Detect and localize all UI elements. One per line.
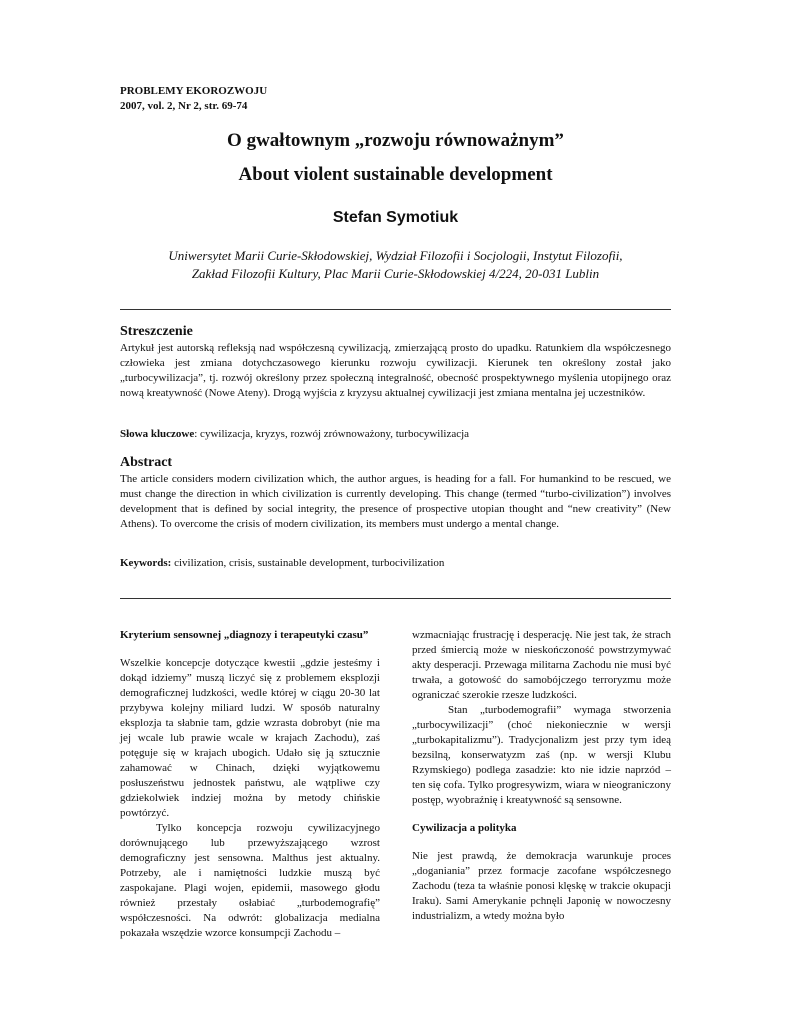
divider-bottom bbox=[120, 598, 671, 599]
paragraph: Tylko koncepcja rozwoju cywilizacyjnego dorównującego lub przewyższającego wzrost demograficzny jest sensowna. Malthus jest aktualny. Potrzeby, ale i namiętności ludzkie muszą być zaspokajane. Plagi wojen, epidemii, masowego głodu również przestały osłabiać „turbodemografię” współczesności. Na odwrót: globalizacja medialna pokazała wszędzie wzorce konsumpcji Zachodu – bbox=[120, 822, 380, 939]
slowa-kluczowe bbox=[120, 427, 671, 442]
slowa-kluczowe-label: Słowa kluczowe bbox=[120, 428, 195, 440]
streszczenie-text: Artykuł jest autorską refleksją nad współczesną cywilizacją, zmierzającą prosto do upadku. Ratunkiem dla współczesnego człowieka jest zmiana dotychczasowego kierunku rozwoju cywilizacji. Kierunek ten określony został jako „turbocywilizacja”, tj. rozwój określony przez społeczną integralność, obecność prospektywnego myślenia utopijnego oraz nową kreatywność (Nowe Ateny). Drogą wyjścia z kryzysu aktualnej cywilizacji jest zmiana mentalna jej uczestników. bbox=[120, 342, 671, 399]
journal-issue: 2007, vol. 2, Nr 2, str. 69-74 bbox=[120, 100, 248, 112]
affiliation-line-1: Uniwersytet Marii Curie-Skłodowskiej, Wydział Filozofii i Socjologii, Instytut Filozofii, bbox=[168, 248, 623, 263]
right-column bbox=[412, 628, 671, 924]
affiliation-line-2: Zakład Filozofii Kultury, Plac Marii Curie-Skłodowskiej 4/224, 20-031 Lublin bbox=[191, 266, 600, 281]
keywords-values: civilization, crisis, sustainable development, turbocivilization bbox=[171, 557, 445, 569]
paragraph: Stan „turbodemografii” wymaga stworzenia „turbocywilizacji” (choć niekoniecznie w wersji „turbokapitalizmu”). Tradycjonalizm jest przy tym ideą bezsilną, konserwatyzm zaś (np. w wersji Klubu Rzymskiego) podlega zasadzie: kto nie idzie naprzód – ten się cofa. Tylko progresywizm, wiara w nieograniczony postęp, wyobraźnię i kreatywność są sensowne. bbox=[412, 704, 671, 806]
abstract-heading: Abstract bbox=[120, 455, 173, 470]
keywords-label: Keywords: bbox=[120, 557, 172, 569]
journal-name: PROBLEMY EKOROZWOJU bbox=[120, 85, 268, 97]
abstract-text: The article considers modern civilization which, the author argues, is heading for a fall. For humankind to be rescued, we must change the direction in which civilization is currently developing. This change (termed “turbo-civilization”) involves development that is defined by social integrity, the presence of prospective utopian thought and “new creativity” (New Athens). To overcome the crisis of modern civilization, its members must undergo a mental change. bbox=[120, 473, 671, 530]
paragraph: wzmacniając frustrację i desperację. Nie jest tak, że strach przed śmiercią może w nieskończoność powstrzymywać akty desperacji. Przewaga militarna Zachodu nie musi być trwała, a gotowość do samobójczego terroryzmu może ograniczać szerokie rzesze ludzkości. bbox=[412, 629, 671, 701]
keywords bbox=[120, 556, 671, 571]
paragraph: Wszelkie koncepcje dotyczące kwestii „gdzie jesteśmy i dokąd idziemy” muszą liczyć się z problemem eksplozji demograficznej ludzkości, wedle której w ciągu 20-30 lat przybywa kolejny miliard ludzi. W sposób naturalny eksplozja ta słabnie tam, gdzie wzrasta dobrobyt (nie ma jej wcale lub prawie wcale w krajach Zachodu), zaś potęguje się w krajach ubogich. Udało się ją sztucznie zahamować w Chinach, dzięki wyjątkowemu posłuszeństwu jednostek państwu, ale wątpliwe czy gdziekolwiek indziej można by metody chińskie powtórzyć. bbox=[120, 657, 380, 819]
author-name: Stefan Symotiuk bbox=[332, 209, 459, 226]
section-heading-kryterium: Kryterium sensownej „diagnozy i terapeutyki czasu” bbox=[120, 629, 369, 641]
slowa-kluczowe-values: : cywilizacja, kryzys, rozwój zrównoważony, turbocywilizacja bbox=[194, 428, 470, 440]
affiliation bbox=[120, 247, 671, 283]
journal-header bbox=[120, 84, 267, 114]
streszczenie-heading: Streszczenie bbox=[120, 324, 193, 339]
title-english: About violent sustainable development bbox=[238, 164, 553, 185]
paragraph: Nie jest prawdą, że demokracja warunkuje proces „doganiania” przez formacje zacofane współczesnego Zachodu (teza ta właśnie ponosi klęskę w trakcie okupacji Iraku). Sami Amerykanie pchnęli Japonię w nowoczesny industrializm, a wtedy można było bbox=[412, 850, 671, 922]
title-polish: O gwałtownym „rozwoju równoważnym” bbox=[227, 130, 564, 151]
left-column bbox=[120, 628, 380, 941]
section-heading-cywilizacja: Cywilizacja a polityka bbox=[412, 822, 517, 834]
divider-top bbox=[120, 309, 671, 310]
